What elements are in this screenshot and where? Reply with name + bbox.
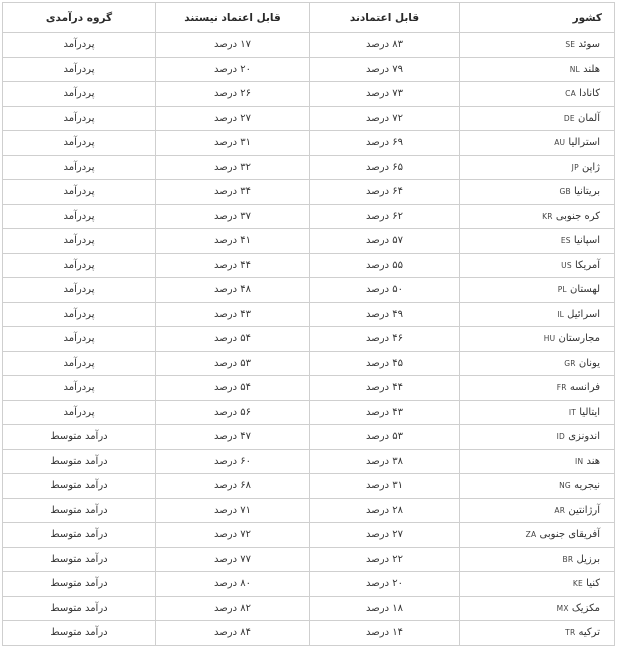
country-code: DE [563,113,575,123]
country-code: GR [564,358,576,368]
table-row [3,302,615,327]
cell-country [460,596,615,621]
cell-trusted: ۴۴ درصد [310,376,460,401]
header-row [3,3,615,33]
cell-not-trusted: ۵۴ درصد [156,376,310,401]
cell-income-group: درآمد متوسط [3,547,156,572]
country-name: آلمان [578,112,600,124]
table-row [3,57,615,82]
cell-income-group: پردرآمد [3,278,156,303]
cell-not-trusted: ۵۳ درصد [156,351,310,376]
cell-trusted: ۷۳ درصد [310,82,460,107]
cell-trusted: ۷۹ درصد [310,57,460,82]
country-code: AU [554,138,566,148]
country-name: سوئد [578,39,600,51]
table-row [3,523,615,548]
cell-country [460,57,615,82]
cell-trusted: ۵۷ درصد [310,229,460,254]
country-code: SE [565,40,576,50]
cell-income-group: پردرآمد [3,327,156,352]
cell-not-trusted: ۲۷ درصد [156,106,310,131]
cell-country [460,278,615,303]
cell-not-trusted: ۴۸ درصد [156,278,310,303]
cell-country [460,474,615,499]
cell-not-trusted: ۶۸ درصد [156,474,310,499]
cell-trusted: ۶۲ درصد [310,204,460,229]
country-name: فرانسه [569,382,600,394]
table-row [3,572,615,597]
country-code: TR [565,628,576,638]
country-name: بریتانیا [574,186,600,198]
cell-country [460,302,615,327]
table-row [3,204,615,229]
cell-income-group: پردرآمد [3,57,156,82]
cell-income-group: پردرآمد [3,204,156,229]
cell-not-trusted: ۴۳ درصد [156,302,310,327]
cell-country [460,547,615,572]
cell-country [460,523,615,548]
table-row [3,596,615,621]
header-not-trusted: قابل اعتماد نیستند [156,3,310,33]
country-name: آمریکا [574,259,600,271]
cell-not-trusted: ۲۶ درصد [156,82,310,107]
cell-country [460,572,615,597]
country-code: IT [568,407,577,417]
cell-trusted: ۱۴ درصد [310,621,460,646]
table-row [3,547,615,572]
table-body [3,33,615,646]
cell-income-group: پردرآمد [3,351,156,376]
country-code: IL [557,309,564,319]
table-container [2,2,614,646]
country-code: PL [557,285,567,295]
country-name: نیجریه [574,480,600,492]
table-row [3,253,615,278]
cell-trusted: ۵۳ درصد [310,425,460,450]
cell-income-group: پردرآمد [3,33,156,58]
cell-income-group: درآمد متوسط [3,523,156,548]
country-code: BR [562,554,574,564]
country-name: کنیا [586,578,600,590]
header-country: کشور [460,3,615,33]
table-row [3,180,615,205]
cell-trusted: ۲۰ درصد [310,572,460,597]
cell-trusted: ۱۸ درصد [310,596,460,621]
country-code: GB [559,187,571,197]
table-row [3,278,615,303]
cell-country [460,621,615,646]
cell-not-trusted: ۱۷ درصد [156,33,310,58]
cell-country [460,449,615,474]
country-name: مکزیک [571,602,600,614]
cell-trusted: ۳۸ درصد [310,449,460,474]
cell-country [460,498,615,523]
country-code: ZA [525,530,537,540]
cell-trusted: ۵۵ درصد [310,253,460,278]
cell-not-trusted: ۶۰ درصد [156,449,310,474]
cell-country [460,351,615,376]
country-name: لهستان [570,284,600,296]
country-name: اسرائیل [567,308,600,320]
cell-income-group: درآمد متوسط [3,425,156,450]
cell-trusted: ۶۵ درصد [310,155,460,180]
cell-trusted: ۲۷ درصد [310,523,460,548]
country-code: KE [572,579,583,589]
cell-not-trusted: ۸۰ درصد [156,572,310,597]
table-row [3,327,615,352]
cell-not-trusted: ۷۲ درصد [156,523,310,548]
cell-not-trusted: ۴۷ درصد [156,425,310,450]
country-code: NG [559,481,571,491]
cell-country [460,376,615,401]
cell-income-group: پردرآمد [3,155,156,180]
country-code: FR [556,383,567,393]
country-code: MX [556,603,569,613]
cell-income-group: پردرآمد [3,376,156,401]
cell-income-group: درآمد متوسط [3,498,156,523]
cell-not-trusted: ۳۲ درصد [156,155,310,180]
country-name: یونان [578,357,600,369]
table-row [3,621,615,646]
cell-not-trusted: ۴۴ درصد [156,253,310,278]
table-row [3,229,615,254]
cell-not-trusted: ۵۶ درصد [156,400,310,425]
country-name: ایتالیا [579,406,600,418]
table-row [3,400,615,425]
cell-income-group: پردرآمد [3,229,156,254]
country-code: KR [542,211,553,221]
cell-country [460,229,615,254]
cell-trusted: ۸۳ درصد [310,33,460,58]
cell-income-group: پردرآمد [3,131,156,156]
table-header [3,3,615,33]
cell-country [460,155,615,180]
trust-table [2,2,615,646]
table-row [3,425,615,450]
cell-income-group: پردرآمد [3,253,156,278]
cell-not-trusted: ۳۱ درصد [156,131,310,156]
country-code: ES [560,236,571,246]
cell-not-trusted: ۷۷ درصد [156,547,310,572]
cell-not-trusted: ۴۱ درصد [156,229,310,254]
table-row [3,33,615,58]
cell-country [460,400,615,425]
country-code: AR [554,505,566,515]
cell-income-group: درآمد متوسط [3,596,156,621]
country-name: استرالیا [568,137,600,149]
cell-not-trusted: ۵۴ درصد [156,327,310,352]
cell-not-trusted: ۲۰ درصد [156,57,310,82]
country-name: کره جنوبی [555,210,600,222]
cell-country [460,82,615,107]
country-name: کانادا [579,88,600,100]
table-row [3,498,615,523]
header-trusted: قابل اعتمادند [310,3,460,33]
table-row [3,449,615,474]
country-code: NL [569,64,580,74]
cell-trusted: ۴۶ درصد [310,327,460,352]
cell-income-group: درآمد متوسط [3,572,156,597]
country-name: اسپانیا [573,235,600,247]
cell-country [460,106,615,131]
country-code: CA [565,89,576,99]
cell-trusted: ۴۵ درصد [310,351,460,376]
table-row [3,82,615,107]
cell-not-trusted: ۳۷ درصد [156,204,310,229]
cell-not-trusted: ۸۴ درصد [156,621,310,646]
country-code: IN [575,456,584,466]
table-row [3,131,615,156]
cell-country [460,327,615,352]
table-row [3,474,615,499]
table-row [3,155,615,180]
cell-country [460,204,615,229]
cell-country [460,33,615,58]
cell-trusted: ۲۸ درصد [310,498,460,523]
table-row [3,376,615,401]
cell-trusted: ۴۹ درصد [310,302,460,327]
cell-trusted: ۵۰ درصد [310,278,460,303]
country-name: آفریقای جنوبی [539,529,600,541]
country-code: HU [543,334,556,344]
cell-income-group: پردرآمد [3,302,156,327]
country-code: US [561,260,572,270]
cell-trusted: ۴۳ درصد [310,400,460,425]
cell-country [460,131,615,156]
cell-income-group: درآمد متوسط [3,449,156,474]
cell-trusted: ۶۴ درصد [310,180,460,205]
cell-income-group: درآمد متوسط [3,621,156,646]
cell-income-group: پردرآمد [3,106,156,131]
cell-not-trusted: ۷۱ درصد [156,498,310,523]
cell-income-group: پردرآمد [3,400,156,425]
cell-income-group: درآمد متوسط [3,474,156,499]
table-row [3,106,615,131]
country-name: آرژانتین [568,504,600,516]
cell-trusted: ۷۲ درصد [310,106,460,131]
country-name: ترکیه [578,627,600,639]
country-name: اندونزی [568,431,600,443]
cell-trusted: ۲۲ درصد [310,547,460,572]
country-name: ژاپن [581,161,600,173]
cell-country [460,253,615,278]
cell-income-group: پردرآمد [3,82,156,107]
country-code: JP [571,162,579,172]
country-name: هند [586,455,600,467]
country-name: برزیل [576,553,600,565]
country-name: مجارستان [558,333,600,345]
country-name: هلند [583,63,600,75]
country-code: ID [556,432,566,442]
cell-trusted: ۶۹ درصد [310,131,460,156]
cell-income-group: پردرآمد [3,180,156,205]
table-row [3,351,615,376]
cell-not-trusted: ۸۲ درصد [156,596,310,621]
cell-not-trusted: ۳۴ درصد [156,180,310,205]
cell-country [460,180,615,205]
header-income-group: گروه درآمدی [3,3,156,33]
cell-trusted: ۳۱ درصد [310,474,460,499]
cell-country [460,425,615,450]
